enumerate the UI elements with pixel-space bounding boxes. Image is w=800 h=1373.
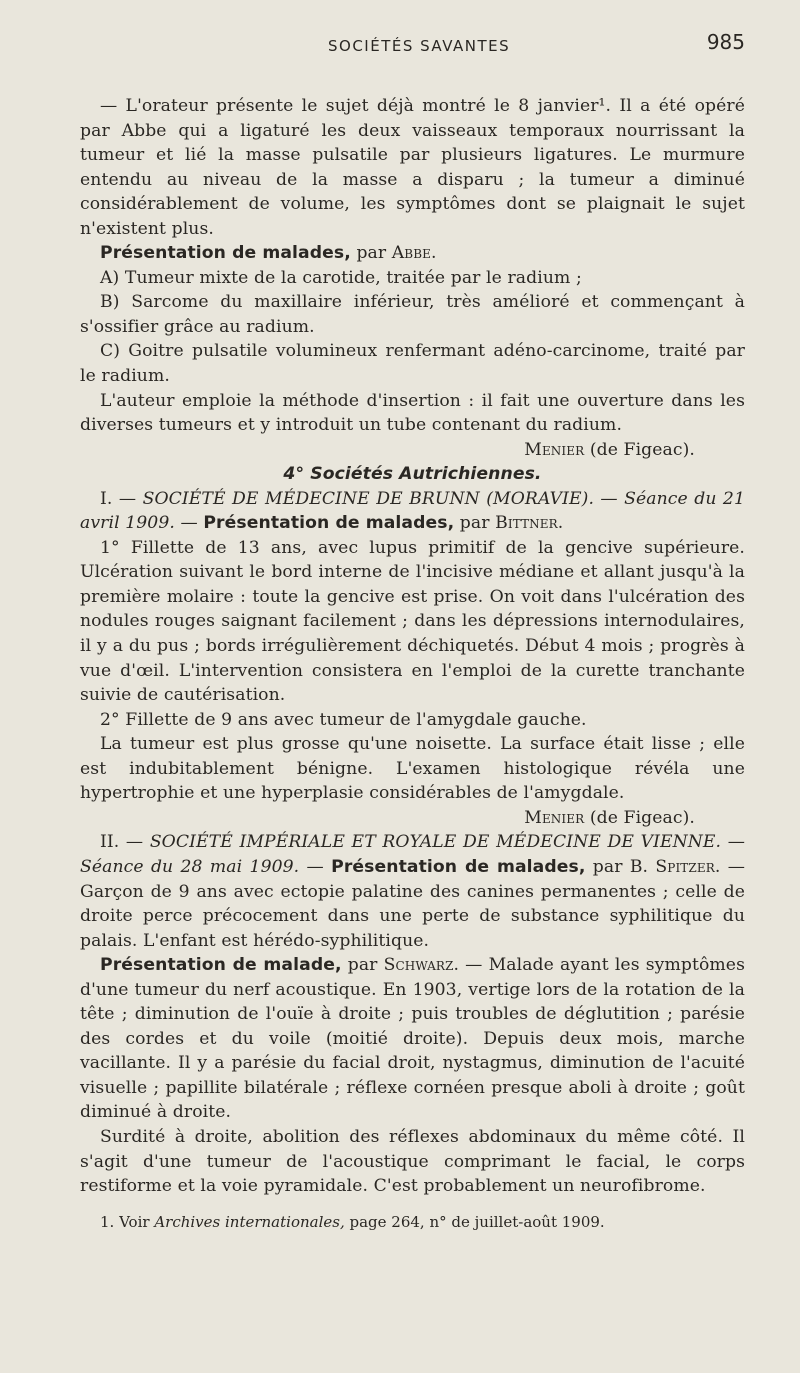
paragraph-surdite: Surdité à droite, abolition des réflexes abdominaux du même côté. Il s'agit d'une tumeur de l'acoustique comprimant le facial, le corps restiforme et la voie pyramidale. C'est probablement un neurofibrome. <box>80 1126 745 1197</box>
society-name: SOCIÉTÉ DE MÉDECINE DE BRUNN (MORAVIE). — <box>142 488 618 509</box>
list-item-b: B) Sarcome du maxillaire inférieur, très amélioré et commençant à s'ossifier grâce au radium. <box>80 292 745 337</box>
presentation-heading: Présentation de malades, <box>203 513 455 534</box>
presentation-by: par <box>454 513 496 534</box>
author-name: Spitzer. <box>655 856 721 877</box>
presentation-heading: Présentation de malades, <box>100 243 351 264</box>
author-name: Schwarz. <box>383 955 460 976</box>
presentation-text: — Malade ayant les symptômes d'une tumeur du nerf acoustique. En 1903, vertige lors de la rotation de la tête ; diminution de l'ouïe à droite ; puis troubles de déglutition ; parésie des cordes et du voile (moitié droite). Depuis deux mois, marche vacillante. Il y a parésie du facial droit, nystagmus, diminution de l'acuité visuelle ; papillite bilatérale ; réflexe cornéen presque aboli à droite ; goût diminué à droite. <box>80 955 745 1123</box>
schwarz-paragraph <box>80 953 745 1125</box>
presentation-abbe <box>80 241 745 266</box>
signature-menier-2 <box>80 806 745 831</box>
seance-date: Séance du 28 mai 1909. — <box>80 856 332 877</box>
presentation-by: par B. <box>585 856 656 877</box>
running-title: SOCIÉTÉS SAVANTES <box>328 37 511 55</box>
section-number: I. — <box>100 488 143 509</box>
signature-name: Menier <box>524 439 585 460</box>
case-1: 1° Fillette de 13 ans, avec lupus primitif de la gencive supérieure. Ulcération suivant le bord interne de l'incisive médiane et allant jusqu'à la première molaire : toute la gencive est prise. On voit dans l'ulcération des nodules rouges saignant facilement ; dans les dépressions internodulaires, il y a du pus ; bords irrégulièrement déchiquetés. Début 4 mois ; progrès à vue d'œil. L'intervention consistera en l'emploi de la curette tranchante suivie de cautérisation. <box>80 537 745 706</box>
signature-place: (de Figeac). <box>584 439 695 460</box>
case-2-text: La tumeur est plus grosse qu'une noisette. La surface était lisse ; elle est indubitablement bénigne. L'examen histologique révéla une hypertrophie et une hyperplasie considérables de l'amygdale. <box>80 734 745 804</box>
footnote-rest: page 264, n° de juillet-août 1909. <box>344 1213 605 1231</box>
society-name: SOCIÉTÉ IMPÉRIALE ET ROYALE DE MÉDECINE DE VIENNE. — <box>149 832 745 853</box>
seance-date: Séance du 21 avril 1909. — <box>80 488 745 534</box>
running-header <box>80 30 745 64</box>
author-name: Abbe. <box>391 243 437 264</box>
presentation-heading: Présentation de malade, <box>100 955 342 976</box>
presentation-heading: Présentation de malades, <box>331 856 586 877</box>
list-item-c: C) Goitre pulsatile volumineux renfermant adéno-carcinome, traité par le radium. <box>80 341 745 387</box>
list-item-a: A) Tumeur mixte de la carotide, traitée par le radium ; <box>100 267 582 288</box>
signature-name: Menier <box>524 807 585 828</box>
presentation-by: par <box>350 243 392 264</box>
brunn-heading <box>80 487 745 536</box>
page-number: 985 <box>706 30 745 54</box>
article-body <box>80 94 745 1199</box>
footnote-prefix: 1. Voir <box>100 1213 155 1231</box>
signature-place: (de Figeac). <box>584 807 695 828</box>
section-heading: 4° Sociétés Autrichiennes. <box>283 464 542 485</box>
vienne-paragraph <box>80 830 745 953</box>
presentation-by: par <box>341 955 384 976</box>
paragraph-auteur: L'auteur emploie la méthode d'insertion : il fait une ouverture dans les diverses tumeurs et y introduit un tube contenant du radium. <box>80 390 745 436</box>
case-2-title: 2° Fillette de 9 ans avec tumeur de l'amygdale gauche. <box>100 709 587 730</box>
footnote-journal: Archives internationales, <box>154 1213 345 1231</box>
paragraph-orateur: — L'orateur présente le sujet déjà montré le 8 janvier¹. Il a été opéré par Abbe qui a ligaturé les deux vaisseaux temporaux nourrissant la tumeur et lié la masse pulsatile par plusieurs ligatures. Le murmure entendu au niveau de la masse a disparu ; la tumeur a diminué considérablement de volume, les symptômes dont se plaignait le sujet n'existent plus. <box>80 96 745 239</box>
footnote <box>100 1213 605 1231</box>
signature-menier-1 <box>80 438 745 463</box>
presentation-text: — Garçon de 9 ans avec ectopie palatine des canines permanentes ; celle de droite perce précocement dans une perte de substance syphilitique du palais. L'enfant est hérédo-syphilitique. <box>80 856 746 951</box>
section-number: II. — <box>100 832 150 853</box>
author-name: Bittner. <box>495 513 564 534</box>
